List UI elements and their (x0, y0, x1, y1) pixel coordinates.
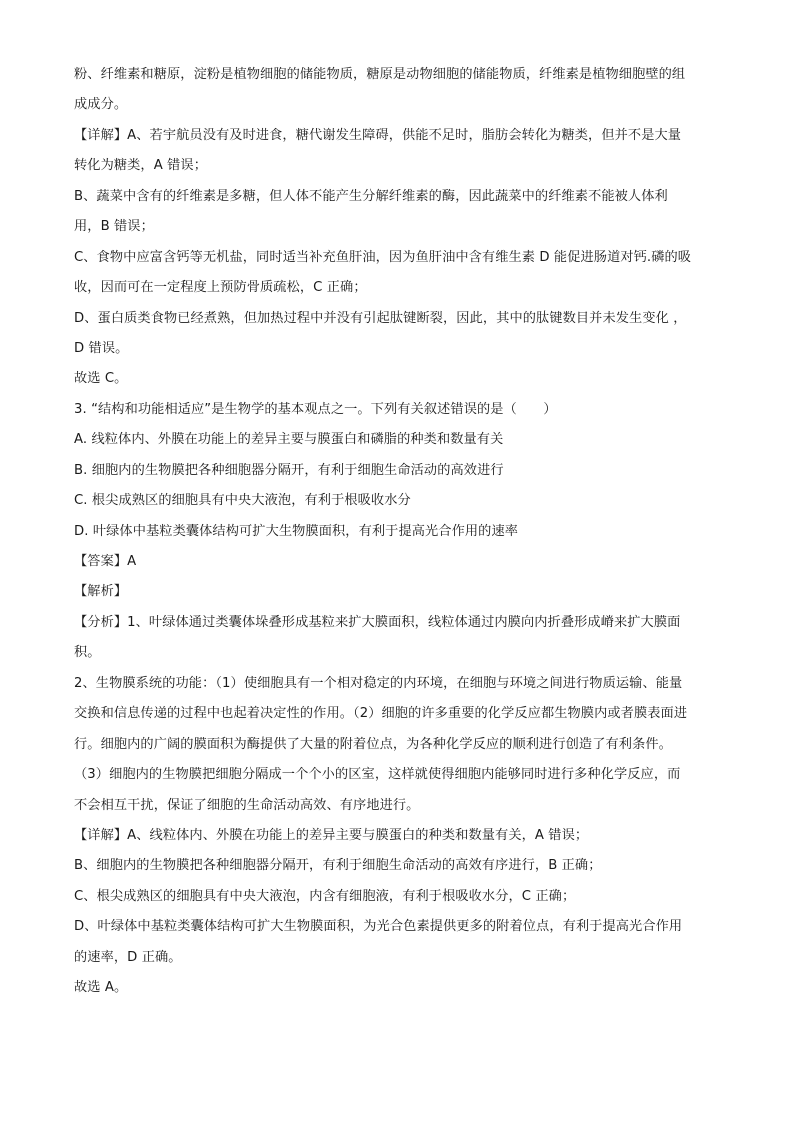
text-line: （3）细胞内的生物膜把细胞分隔成一个个小的区室，这样就使得细胞内能够同时进行多种化学反应，而 (74, 767, 681, 783)
text-line: 用，B 错误； (74, 219, 154, 235)
detail-line: 【详解】A、线粒体内、外膜在功能上的差异主要与膜蛋白的种类和数量有关，A 错误； (74, 827, 589, 843)
text-line: 不会相互干扰，保证了细胞的生命活动高效、有序地进行。 (74, 797, 420, 813)
option-a: A. 线粒体内、外膜在功能上的差异主要与膜蛋白和磷脂的种类和数量有关 (74, 432, 504, 448)
text-line: 收，因而可在一定程度上预防骨质疏松，C 正确； (74, 280, 367, 296)
text-line: 交换和信息传递的过程中也起着决定性的作用。（2）细胞的许多重要的化学反应都生物膜内或者膜表面进 (74, 706, 688, 722)
text-line: C、根尖成熟区的细胞具有中央大液泡，内含有细胞液，有利于根吸收水分，C 正确； (74, 888, 576, 904)
question-stem: 3. “结构和功能相适应”是生物学的基本观点之一。下列有关叙述错误的是（ ） (74, 401, 557, 417)
text-line: D、叶绿体中基粒类囊体结构可扩大生物膜面积，为光合色素提供更多的附着位点，有利于提高光合作用 (74, 919, 683, 935)
text-line: 行。细胞内的广阔的膜面积为酶提供了大量的附着位点，为各种化学反应的顺利进行创造了有利条件。 (74, 736, 672, 752)
text-line: B、蔬菜中含有的纤维素是多糖，但人体不能产生分解纤维素的酶，因此蔬菜中的纤维素不能被人体利 (74, 188, 668, 204)
text-line: D 错误。 (74, 340, 129, 356)
option-c: C. 根尖成熟区的细胞具有中央大液泡，有利于根吸收水分 (74, 493, 411, 509)
text-line: D、蛋白质类食物已经煮熟，但加热过程中并没有引起肽键断裂，因此，其中的肽键数目并未发生变化 ， (74, 310, 687, 326)
option-b: B. 细胞内的生物膜把各种细胞器分隔开，有利于细胞生命活动的高效进行 (74, 462, 504, 478)
detail-line: 【详解】A、若宇航员没有及时进食，糖代谢发生障碍，供能不足时，脂肪会转化为糖类，但并不是大量 (74, 127, 682, 143)
text-line: 成成分。 (74, 97, 128, 113)
text-line: 粉、纤维素和糖原，淀粉是植物细胞的储能物质，糖原是动物细胞的储能物质，纤维素是植物细胞壁的组 (74, 67, 686, 82)
analysis-line: 【分析】1、叶绿体通过类囊体垛叠形成基粒来扩大膜面积，线粒体通过内膜向内折叠形成嵴来扩大膜面 (74, 614, 681, 630)
text-line: 2、生物膜系统的功能：（1）使细胞具有一个相对稳定的内环境，在细胞与环境之间进行物质运输、能量 (74, 675, 683, 691)
conclusion-line: 故选 C。 (74, 371, 128, 387)
document-body (74, 60, 724, 1004)
text-line: 积。 (74, 645, 101, 661)
text-line: 转化为糖类，A 错误； (74, 158, 207, 174)
answer-line: 【答案】A (74, 554, 137, 569)
text-line: C、食物中应富含钙等无机盐，同时适当补充鱼肝油，因为鱼肝油中含有维生素 D 能促进肠道对钙.磷的吸 (74, 249, 692, 265)
text-line: B、细胞内的生物膜把各种细胞器分隔开，有利于细胞生命活动的高效有序进行，B 正确； (74, 858, 602, 874)
analysis-heading: 【解析】 (74, 584, 128, 600)
text-line: 的速率，D 正确。 (74, 949, 182, 965)
conclusion-line: 故选 A。 (74, 980, 128, 996)
option-d: D. 叶绿体中基粒类囊体结构可扩大生物膜面积，有利于提高光合作用的速率 (74, 523, 519, 539)
